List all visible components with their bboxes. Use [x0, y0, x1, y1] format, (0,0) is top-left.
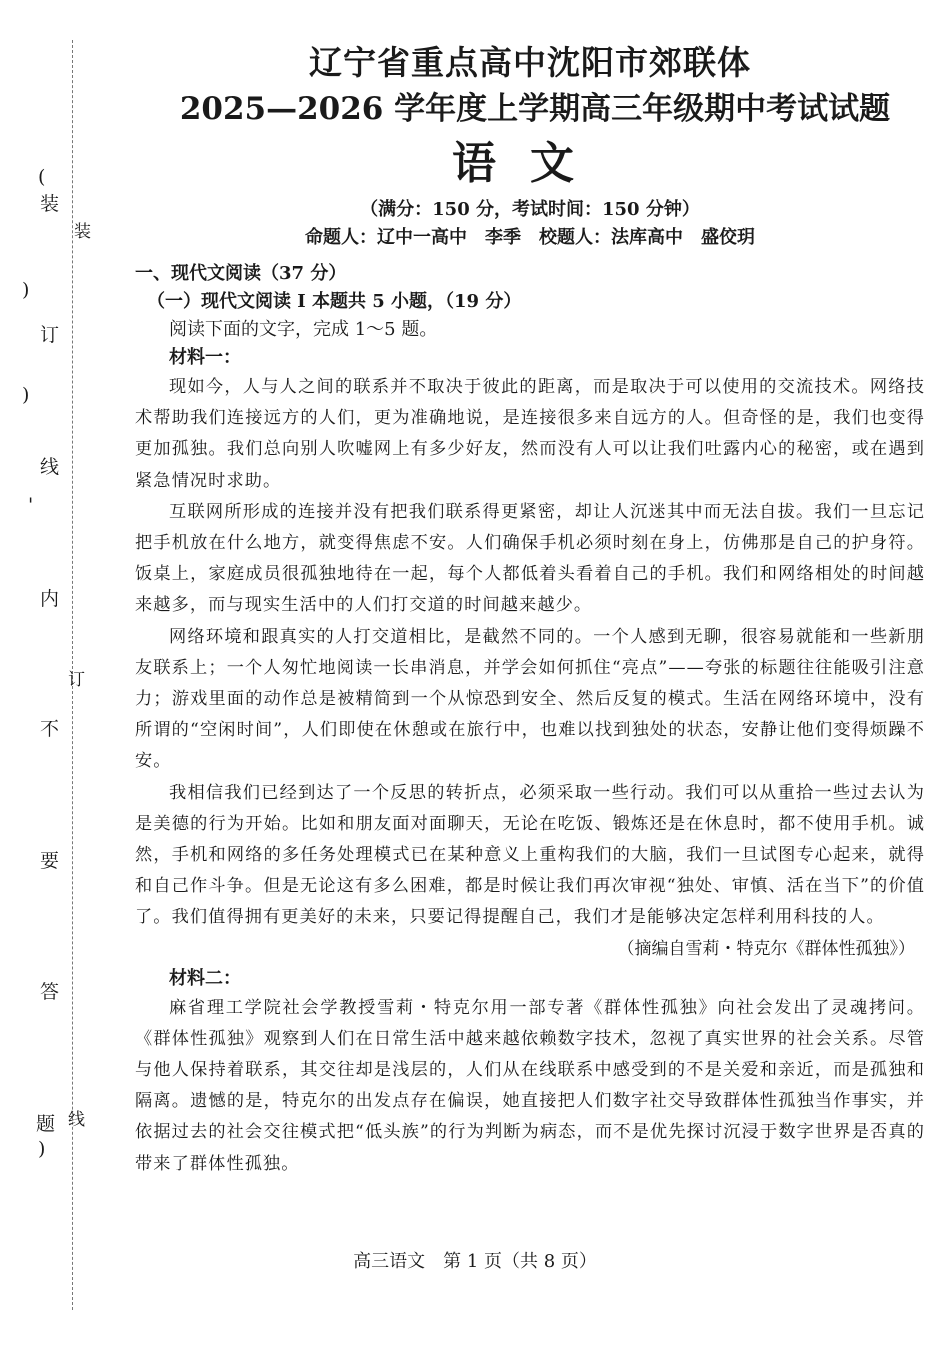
- subject-title: 语文: [452, 138, 608, 189]
- margin-char: 装: [40, 193, 60, 215]
- margin-char: 线: [40, 456, 60, 478]
- seal-char: 线: [68, 1110, 85, 1130]
- margin-char: ): [22, 279, 30, 301]
- margin-char: 答: [40, 981, 60, 1003]
- page-footer: 高三语文 第 1 页（共 8 页）: [353, 1251, 597, 1272]
- material1-paragraph: 互联网所形成的连接并没有把我们联系得更紧密，却让人沉迷其中而无法自拔。我们一旦忘记把手机放在什么地方，就变得焦虑不安。人们确保手机必须时刻在身上，仿佛那是自己的护身符。饭桌上，家庭成员很孤独地待在一起，每个人都低着头看着自己的手机。我们和网络相处的时间越来越多，而与现实生活中的人们打交道的时间越来越少。: [135, 501, 925, 616]
- binding-margin: [0, 0, 110, 1345]
- title-line1: 辽宁省重点高中沈阳市郊联体: [309, 43, 751, 82]
- exam-page: [135, 40, 925, 1180]
- instruction: 阅读下面的文字，完成 1～5 题。: [169, 319, 438, 340]
- title-line2: 2025—2026 学年度上学期高三年级期中考试试题: [179, 91, 891, 127]
- seal-char: 装: [74, 222, 91, 242]
- section-heading: 一、现代文阅读（37 分）: [135, 263, 347, 284]
- margin-char: ): [22, 384, 30, 406]
- material2-paragraph: 麻省理工学院社会学教授雪莉・特克尔用一部专著《群体性孤独》向社会发出了灵魂拷问。《群体性孤独》观察到人们在日常生活中越来越依赖数字技术，忽视了真实世界的社会关系。尽管与他人保持着联系，其交往却是浅层的，人们从在线联系中感受到的不是关爱和亲近，而是孤独和隔离。遗憾的是，特克尔的出发点存在偏误，她直接把人们数字社交导致群体性孤独当作事实，并依据过去的社会交往模式把“低头族”的行为判断为病态，而不是优先探讨沉浸于数字世界是否真的带来了群体性孤独。: [135, 997, 925, 1174]
- material1-paragraph: 现如今，人与人之间的联系并不取决于彼此的距离，而是取决于可以使用的交流技术。网络技术帮助我们连接远方的人们，更为准确地说，是连接很多来自远方的人。但奇怪的是，我们也变得更加孤独。我们总向别人吹嘘网上有多少好友，然而没有人可以让我们吐露内心的秘密，或在遇到紧急情况时求助。: [135, 377, 925, 491]
- margin-char: 不: [40, 718, 60, 740]
- section-subheading: （一）现代文阅读 I 本题共 5 小题，（19 分）: [147, 291, 522, 312]
- material1-label: 材料一：: [169, 347, 241, 368]
- material2-label: 材料二：: [169, 967, 241, 989]
- exam-authors: 命题人：辽中一高中 李季 校题人：法库高中 盛佼玥: [305, 227, 755, 248]
- margin-char: 内: [40, 588, 60, 610]
- margin-char: 题: [36, 1113, 56, 1135]
- seal-char: 订: [68, 670, 85, 690]
- margin-char: ): [38, 1138, 46, 1160]
- exam-info: （满分：150 分，考试时间：150 分钟）: [360, 199, 700, 220]
- margin-char: (: [38, 166, 46, 188]
- margin-char: ': [28, 494, 34, 516]
- material1-paragraph: 我相信我们已经到达了一个反思的转折点，必须采取一些行动。我们可以从重拾一些过去认为是美德的行为开始。比如和朋友面对面聊天，无论在吃饭、锻炼还是在休息时，都不使用手机。诚然，手机和网络的多任务处理模式已在某种意义上重构我们的大脑，我们一旦试图专心起来，就得和自己作斗争。但是无论这有多么困难，都是时候让我们再次审视“独处、审慎、活在当下”的价值了。我们值得拥有更美好的未来，只要记得提醒自己，我们才是能够决定怎样利用科技的人。: [135, 782, 925, 928]
- margin-char: 要: [40, 850, 60, 872]
- material1-source: （摘编自雪莉・特克尔《群体性孤独》）: [617, 938, 915, 959]
- margin-char: 订: [40, 324, 60, 346]
- material1-paragraph: 网络环境和跟真实的人打交道相比，是截然不同的。一个人感到无聊，很容易就能和一些新朋友联系上；一个人匆忙地阅读一长串消息，并学会如何抓住“亮点”——夸张的标题往往能吸引注意力；游戏里面的动作总是被精简到一个从惊恐到安全、然后反复的模式。生活在网络环境中，没有所谓的“空闲时间”，人们即使在休憩或在旅行中，也难以找到独处的状态，安静让他们变得烦躁不安。: [135, 626, 925, 772]
